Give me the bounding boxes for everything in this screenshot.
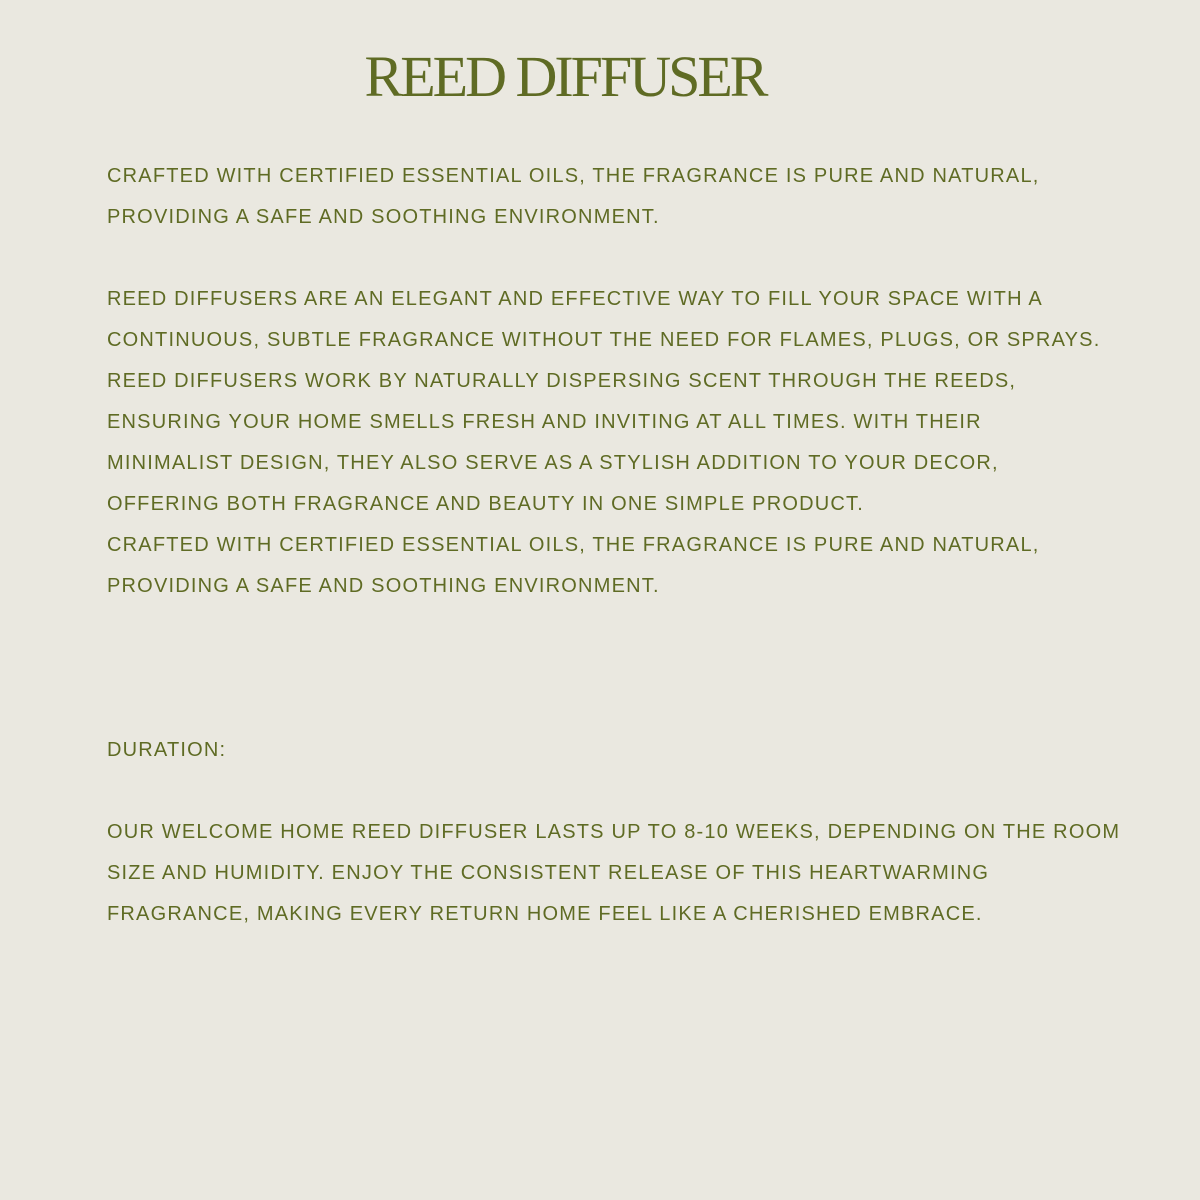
duration-line: SIZE AND HUMIDITY. ENJOY THE CONSISTENT RELEASE OF THIS HEARTWARMING: [107, 862, 990, 884]
description-line: REED DIFFUSERS WORK BY NATURALLY DISPERSING SCENT THROUGH THE REEDS,: [107, 370, 1017, 392]
intro-line: PROVIDING A SAFE AND SOOTHING ENVIRONMENT.: [107, 206, 660, 228]
duration-paragraph: [107, 812, 1127, 935]
duration-heading-text: DURATION:: [107, 739, 227, 761]
description-line: CONTINUOUS, SUBTLE FRAGRANCE WITHOUT THE NEED FOR FLAMES, PLUGS, OR SPRAYS.: [107, 329, 1101, 351]
description-line: CRAFTED WITH CERTIFIED ESSENTIAL OILS, THE FRAGRANCE IS PURE AND NATURAL,: [107, 534, 1040, 556]
duration-line: OUR WELCOME HOME REED DIFFUSER LASTS UP TO 8-10 WEEKS, DEPENDING ON THE ROOM: [107, 821, 1121, 843]
intro-paragraph: [107, 156, 1127, 238]
description-paragraph: [107, 279, 1127, 607]
duration-heading: [107, 730, 1127, 771]
page-title: REED DIFFUSER: [364, 44, 766, 109]
duration-line: FRAGRANCE, MAKING EVERY RETURN HOME FEEL LIKE A CHERISHED EMBRACE.: [107, 903, 983, 925]
description-line: REED DIFFUSERS ARE AN ELEGANT AND EFFECTIVE WAY TO FILL YOUR SPACE WITH A: [107, 288, 1043, 310]
description-line: ENSURING YOUR HOME SMELLS FRESH AND INVITING AT ALL TIMES. WITH THEIR: [107, 411, 982, 433]
description-line: MINIMALIST DESIGN, THEY ALSO SERVE AS A STYLISH ADDITION TO YOUR DECOR,: [107, 452, 999, 474]
description-line: PROVIDING A SAFE AND SOOTHING ENVIRONMENT.: [107, 575, 660, 597]
description-line: OFFERING BOTH FRAGRANCE AND BEAUTY IN ONE SIMPLE PRODUCT.: [107, 493, 865, 515]
intro-line: CRAFTED WITH CERTIFIED ESSENTIAL OILS, THE FRAGRANCE IS PURE AND NATURAL,: [107, 165, 1040, 187]
